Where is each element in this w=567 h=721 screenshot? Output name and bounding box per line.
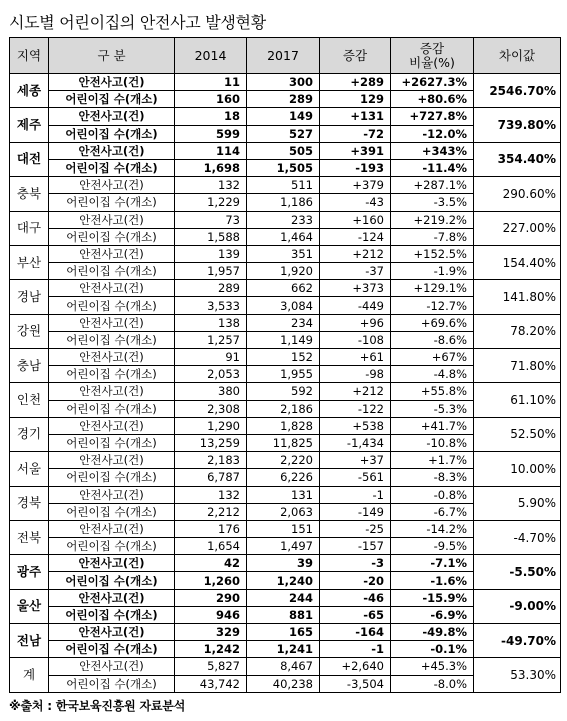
value-2014-cell: 13,259 (175, 434, 247, 451)
region-cell: 전남 (10, 624, 49, 658)
category-cell: 안전사고(건) (49, 245, 175, 262)
region-cell: 경북 (10, 486, 49, 520)
safety-accident-table (9, 37, 561, 693)
ratio-cell: -8.3% (391, 469, 474, 486)
category-cell: 어린이집 수(개소) (49, 572, 175, 589)
table-row (10, 177, 561, 194)
difference-cell: 61.10% (474, 383, 561, 417)
change-cell: -1 (320, 486, 391, 503)
ratio-cell: -14.2% (391, 520, 474, 537)
ratio-cell: -49.8% (391, 624, 474, 641)
region-cell: 제주 (10, 108, 49, 142)
ratio-cell: +129.1% (391, 280, 474, 297)
table-body (10, 74, 561, 693)
value-2017-cell: 300 (247, 74, 320, 91)
value-2017-cell: 39 (247, 555, 320, 572)
value-2014-cell: 1,229 (175, 194, 247, 211)
category-cell: 어린이집 수(개소) (49, 331, 175, 348)
category-cell: 안전사고(건) (49, 624, 175, 641)
value-2017-cell: 8,467 (247, 658, 320, 675)
change-cell: -149 (320, 503, 391, 520)
region-cell: 서울 (10, 452, 49, 486)
category-cell: 어린이집 수(개소) (49, 228, 175, 245)
change-cell: -3 (320, 555, 391, 572)
value-2014-cell: 1,957 (175, 263, 247, 280)
region-cell: 광주 (10, 555, 49, 589)
value-2017-cell: 2,186 (247, 400, 320, 417)
value-2014-cell: 5,827 (175, 658, 247, 675)
change-cell: +37 (320, 452, 391, 469)
table-row (10, 624, 561, 641)
difference-cell: 141.80% (474, 280, 561, 314)
category-cell: 어린이집 수(개소) (49, 400, 175, 417)
value-2014-cell: 599 (175, 125, 247, 142)
change-cell: -43 (320, 194, 391, 211)
value-2014-cell: 11 (175, 74, 247, 91)
header-difference: 차이값 (474, 38, 561, 74)
category-cell: 안전사고(건) (49, 452, 175, 469)
header-ratio-line1: 증감 (419, 40, 445, 56)
value-2014-cell: 2,212 (175, 503, 247, 520)
ratio-cell: -1.6% (391, 572, 474, 589)
change-cell: +131 (320, 108, 391, 125)
difference-cell: 354.40% (474, 142, 561, 176)
ratio-cell: -3.5% (391, 194, 474, 211)
value-2017-cell: 1,149 (247, 331, 320, 348)
change-cell: -1 (320, 641, 391, 658)
value-2017-cell: 881 (247, 606, 320, 623)
header-category: 구 분 (49, 38, 175, 74)
value-2014-cell: 139 (175, 245, 247, 262)
category-cell: 안전사고(건) (49, 74, 175, 91)
value-2014-cell: 2,308 (175, 400, 247, 417)
value-2014-cell: 132 (175, 177, 247, 194)
ratio-cell: +67% (391, 349, 474, 366)
value-2017-cell: 233 (247, 211, 320, 228)
table-row (10, 349, 561, 366)
change-cell: +61 (320, 349, 391, 366)
value-2014-cell: 73 (175, 211, 247, 228)
category-cell: 어린이집 수(개소) (49, 159, 175, 176)
change-cell: 129 (320, 91, 391, 108)
category-cell: 안전사고(건) (49, 349, 175, 366)
category-cell: 어린이집 수(개소) (49, 538, 175, 555)
region-cell: 부산 (10, 245, 49, 279)
value-2017-cell: 6,226 (247, 469, 320, 486)
value-2014-cell: 132 (175, 486, 247, 503)
region-cell: 세종 (10, 74, 49, 108)
change-cell: +212 (320, 245, 391, 262)
category-cell: 어린이집 수(개소) (49, 641, 175, 658)
page-title: 시도별 어린이집의 안전사고 발생현황 (9, 13, 266, 32)
difference-cell: 53.30% (474, 658, 561, 692)
difference-cell: -4.70% (474, 520, 561, 554)
table-header-row (10, 38, 561, 74)
category-cell: 안전사고(건) (49, 177, 175, 194)
category-cell: 어린이집 수(개소) (49, 194, 175, 211)
value-2017-cell: 1,240 (247, 572, 320, 589)
ratio-cell: +2627.3% (391, 74, 474, 91)
value-2014-cell: 42 (175, 555, 247, 572)
ratio-cell: -12.7% (391, 297, 474, 314)
ratio-cell: -5.3% (391, 400, 474, 417)
category-cell: 어린이집 수(개소) (49, 366, 175, 383)
category-cell: 안전사고(건) (49, 383, 175, 400)
table-row (10, 486, 561, 503)
ratio-cell: +45.3% (391, 658, 474, 675)
ratio-cell: -7.8% (391, 228, 474, 245)
category-cell: 안전사고(건) (49, 211, 175, 228)
ratio-cell: +727.8% (391, 108, 474, 125)
value-2014-cell: 43,742 (175, 675, 247, 692)
change-cell: -1,434 (320, 434, 391, 451)
difference-cell: 739.80% (474, 108, 561, 142)
value-2017-cell: 149 (247, 108, 320, 125)
change-cell: -193 (320, 159, 391, 176)
region-cell: 대전 (10, 142, 49, 176)
difference-cell: 154.40% (474, 245, 561, 279)
value-2014-cell: 2,053 (175, 366, 247, 383)
header-ratio-line2: 비율(%) (409, 54, 455, 70)
ratio-cell: +343% (391, 142, 474, 159)
ratio-cell: +55.8% (391, 383, 474, 400)
header-2017: 2017 (247, 38, 320, 74)
difference-cell: -49.70% (474, 624, 561, 658)
value-2017-cell: 40,238 (247, 675, 320, 692)
category-cell: 안전사고(건) (49, 280, 175, 297)
difference-cell: 2546.70% (474, 74, 561, 108)
value-2017-cell: 1,828 (247, 417, 320, 434)
ratio-cell: -15.9% (391, 589, 474, 606)
header-2014: 2014 (175, 38, 247, 74)
category-cell: 안전사고(건) (49, 520, 175, 537)
change-cell: -3,504 (320, 675, 391, 692)
value-2017-cell: 592 (247, 383, 320, 400)
change-cell: -108 (320, 331, 391, 348)
change-cell: +391 (320, 142, 391, 159)
table-row (10, 417, 561, 434)
table-row (10, 658, 561, 675)
value-2014-cell: 290 (175, 589, 247, 606)
table-row (10, 74, 561, 91)
table-row (10, 108, 561, 125)
value-2014-cell: 18 (175, 108, 247, 125)
region-cell: 전북 (10, 520, 49, 554)
change-cell: -449 (320, 297, 391, 314)
value-2014-cell: 329 (175, 624, 247, 641)
ratio-cell: +1.7% (391, 452, 474, 469)
region-cell: 인천 (10, 383, 49, 417)
value-2014-cell: 160 (175, 91, 247, 108)
change-cell: -122 (320, 400, 391, 417)
difference-cell: 52.50% (474, 417, 561, 451)
change-cell: -20 (320, 572, 391, 589)
change-cell: -25 (320, 520, 391, 537)
source-note: ※출처 : 한국보육진흥원 자료분석 (9, 699, 186, 713)
value-2014-cell: 289 (175, 280, 247, 297)
difference-cell: 5.90% (474, 486, 561, 520)
difference-cell: 78.20% (474, 314, 561, 348)
category-cell: 어린이집 수(개소) (49, 675, 175, 692)
value-2014-cell: 380 (175, 383, 247, 400)
value-2017-cell: 1,186 (247, 194, 320, 211)
region-cell: 강원 (10, 314, 49, 348)
category-cell: 어린이집 수(개소) (49, 263, 175, 280)
ratio-cell: +80.6% (391, 91, 474, 108)
value-2014-cell: 1,260 (175, 572, 247, 589)
difference-cell: 10.00% (474, 452, 561, 486)
value-2014-cell: 91 (175, 349, 247, 366)
category-cell: 어린이집 수(개소) (49, 503, 175, 520)
value-2017-cell: 511 (247, 177, 320, 194)
ratio-cell: -8.0% (391, 675, 474, 692)
value-2017-cell: 131 (247, 486, 320, 503)
ratio-cell: -7.1% (391, 555, 474, 572)
ratio-cell: -1.9% (391, 263, 474, 280)
value-2017-cell: 152 (247, 349, 320, 366)
header-ratio (391, 38, 474, 74)
category-cell: 어린이집 수(개소) (49, 125, 175, 142)
change-cell: -561 (320, 469, 391, 486)
value-2014-cell: 2,183 (175, 452, 247, 469)
value-2014-cell: 176 (175, 520, 247, 537)
value-2014-cell: 1,242 (175, 641, 247, 658)
region-cell: 계 (10, 658, 49, 692)
value-2017-cell: 662 (247, 280, 320, 297)
header-change: 증감 (320, 38, 391, 74)
change-cell: -124 (320, 228, 391, 245)
ratio-cell: +69.6% (391, 314, 474, 331)
category-cell: 안전사고(건) (49, 314, 175, 331)
value-2014-cell: 138 (175, 314, 247, 331)
change-cell: -65 (320, 606, 391, 623)
table-row (10, 314, 561, 331)
ratio-cell: -8.6% (391, 331, 474, 348)
value-2017-cell: 505 (247, 142, 320, 159)
change-cell: -98 (320, 366, 391, 383)
category-cell: 안전사고(건) (49, 108, 175, 125)
value-2014-cell: 114 (175, 142, 247, 159)
value-2017-cell: 1,920 (247, 263, 320, 280)
value-2017-cell: 1,464 (247, 228, 320, 245)
change-cell: -72 (320, 125, 391, 142)
category-cell: 어린이집 수(개소) (49, 91, 175, 108)
region-cell: 충북 (10, 177, 49, 211)
change-cell: +373 (320, 280, 391, 297)
value-2014-cell: 1,257 (175, 331, 247, 348)
ratio-cell: -9.5% (391, 538, 474, 555)
table-row (10, 555, 561, 572)
ratio-cell: +219.2% (391, 211, 474, 228)
change-cell: -164 (320, 624, 391, 641)
category-cell: 안전사고(건) (49, 589, 175, 606)
value-2017-cell: 289 (247, 91, 320, 108)
category-cell: 어린이집 수(개소) (49, 469, 175, 486)
region-cell: 경기 (10, 417, 49, 451)
ratio-cell: -4.8% (391, 366, 474, 383)
table-row (10, 520, 561, 537)
ratio-cell: +287.1% (391, 177, 474, 194)
header-region: 지역 (10, 38, 49, 74)
category-cell: 안전사고(건) (49, 555, 175, 572)
change-cell: +379 (320, 177, 391, 194)
value-2014-cell: 3,533 (175, 297, 247, 314)
value-2017-cell: 527 (247, 125, 320, 142)
change-cell: -157 (320, 538, 391, 555)
value-2017-cell: 2,063 (247, 503, 320, 520)
difference-cell: -5.50% (474, 555, 561, 589)
value-2017-cell: 165 (247, 624, 320, 641)
region-cell: 울산 (10, 589, 49, 623)
table-row (10, 589, 561, 606)
value-2014-cell: 1,588 (175, 228, 247, 245)
change-cell: +96 (320, 314, 391, 331)
change-cell: -46 (320, 589, 391, 606)
ratio-cell: -12.0% (391, 125, 474, 142)
difference-cell: 71.80% (474, 349, 561, 383)
value-2017-cell: 244 (247, 589, 320, 606)
ratio-cell: -6.7% (391, 503, 474, 520)
value-2017-cell: 3,084 (247, 297, 320, 314)
value-2017-cell: 151 (247, 520, 320, 537)
category-cell: 어린이집 수(개소) (49, 297, 175, 314)
region-cell: 충남 (10, 349, 49, 383)
table-row (10, 383, 561, 400)
category-cell: 안전사고(건) (49, 142, 175, 159)
value-2017-cell: 1,505 (247, 159, 320, 176)
table-row (10, 452, 561, 469)
value-2017-cell: 234 (247, 314, 320, 331)
change-cell: +538 (320, 417, 391, 434)
change-cell: +160 (320, 211, 391, 228)
value-2014-cell: 1,654 (175, 538, 247, 555)
value-2017-cell: 1,497 (247, 538, 320, 555)
value-2017-cell: 2,220 (247, 452, 320, 469)
value-2014-cell: 1,290 (175, 417, 247, 434)
value-2017-cell: 351 (247, 245, 320, 262)
region-cell: 경남 (10, 280, 49, 314)
difference-cell: -9.00% (474, 589, 561, 623)
change-cell: +212 (320, 383, 391, 400)
region-cell: 대구 (10, 211, 49, 245)
table-row (10, 280, 561, 297)
value-2014-cell: 946 (175, 606, 247, 623)
ratio-cell: +41.7% (391, 417, 474, 434)
change-cell: +289 (320, 74, 391, 91)
difference-cell: 290.60% (474, 177, 561, 211)
difference-cell: 227.00% (474, 211, 561, 245)
ratio-cell: -0.8% (391, 486, 474, 503)
value-2017-cell: 1,955 (247, 366, 320, 383)
value-2017-cell: 1,241 (247, 641, 320, 658)
category-cell: 안전사고(건) (49, 658, 175, 675)
table-row (10, 142, 561, 159)
change-cell: +2,640 (320, 658, 391, 675)
category-cell: 어린이집 수(개소) (49, 606, 175, 623)
value-2014-cell: 6,787 (175, 469, 247, 486)
ratio-cell: -0.1% (391, 641, 474, 658)
category-cell: 안전사고(건) (49, 486, 175, 503)
ratio-cell: -11.4% (391, 159, 474, 176)
change-cell: -37 (320, 263, 391, 280)
value-2014-cell: 1,698 (175, 159, 247, 176)
ratio-cell: -10.8% (391, 434, 474, 451)
category-cell: 어린이집 수(개소) (49, 434, 175, 451)
ratio-cell: -6.9% (391, 606, 474, 623)
value-2017-cell: 11,825 (247, 434, 320, 451)
ratio-cell: +152.5% (391, 245, 474, 262)
table-row (10, 245, 561, 262)
category-cell: 안전사고(건) (49, 417, 175, 434)
table-row (10, 211, 561, 228)
